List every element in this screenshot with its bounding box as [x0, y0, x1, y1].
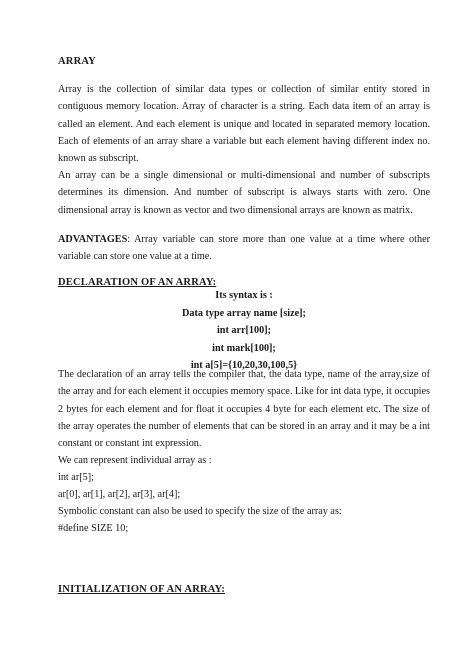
declaration-heading: DECLARATION OF AN ARRAY: [58, 277, 217, 288]
syntax-line: Its syntax is : [215, 290, 273, 301]
declaration-paragraph: The declaration of an array tells the compiler that, the data type, name of the array,size of the array and for each element it occupies memory space. Like for int data type, it occupies 2 bytes for each element and for float it occupies 4 byte for each element etc. The size of the array operates the number of elements that can be stored in an array and it may be a int constant or constant int expression. [58, 369, 430, 450]
syntax-line: int a[5]={10,20,30,100,5} [190, 360, 298, 372]
syntax-block [58, 287, 430, 375]
code-line: int ar[5]; [58, 472, 94, 483]
syntax-line: Data type array name [size]; [182, 307, 306, 319]
advantages-paragraph [58, 231, 430, 266]
code-line: Symbolic constant can also be used to specify the size of the array as: [58, 506, 342, 517]
code-line: We can represent individual array as : [58, 455, 212, 466]
page-title: ARRAY [58, 56, 96, 67]
document-page [58, 0, 430, 669]
advantages-text: : Array variable can store more than one value at a time where other variable can store one value at a time. [58, 234, 430, 263]
syntax-line: int mark[100]; [212, 342, 276, 354]
intro-paragraph-1: Array is the collection of similar data types or collection of similar entity stored in contiguous memory location. Array of character is a string. Each data item of an array is called an element. And each element is unique and located in separated memory location. Each of elements of an array share a variable but each element having different index no. known as subscript. [58, 84, 430, 165]
intro-paragraph-2: An array can be a single dimensional or multi-dimensional and number of subscripts determines its dimension. And number of subscript is always starts with zero. One dimensional array is known as vector and two dimensional arrays are known as matrix. [58, 170, 430, 216]
initialization-heading: INITIALIZATION OF AN ARRAY: [58, 584, 226, 595]
code-line: ar[0], ar[1], ar[2], ar[3], ar[4]; [58, 489, 181, 500]
code-line: #define SIZE 10; [58, 523, 129, 534]
syntax-line: int arr[100]; [216, 325, 272, 337]
advantages-label: ADVANTAGES [58, 234, 128, 245]
